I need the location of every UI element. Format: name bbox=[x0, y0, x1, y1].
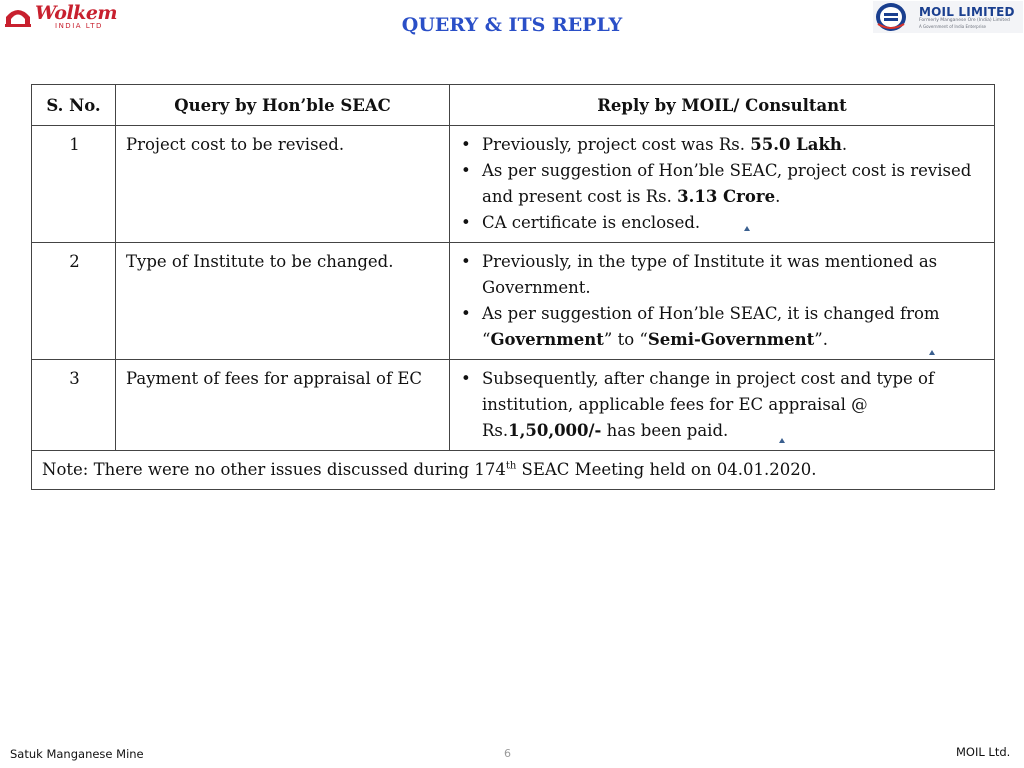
reply-bullet: • CA certificate is enclosed. bbox=[482, 210, 986, 236]
reply-bullet: • Subsequently, after change in project cost and type of institution, applicable fees for EC appraisal @ Rs.1,50,000/- has been paid. bbox=[482, 366, 986, 444]
cell-sno: 3 bbox=[32, 360, 116, 451]
cell-sno: 2 bbox=[32, 243, 116, 360]
moil-name-text: MOIL LIMITED bbox=[919, 5, 1015, 19]
moil-tagline-2: A Government of India Enterprise bbox=[919, 24, 987, 29]
pen-mark-icon bbox=[778, 437, 786, 445]
cell-reply bbox=[450, 126, 995, 243]
moil-emblem-icon bbox=[875, 2, 907, 32]
note-cell: Note: There were no other issues discussed during 174th SEAC Meeting held on 04.01.2020. bbox=[32, 451, 995, 490]
footer-mine-name: Satuk Manganese Mine bbox=[10, 747, 144, 761]
cell-query: Payment of fees for appraisal of EC bbox=[116, 360, 450, 451]
footer-company: MOIL Ltd. bbox=[956, 745, 1011, 759]
reply-bullet: • Previously, in the type of Institute it was mentioned as Government. bbox=[482, 249, 986, 301]
wolkem-sub-text: INDIA LTD bbox=[55, 22, 103, 30]
table-row bbox=[32, 360, 995, 451]
query-reply-table bbox=[31, 84, 995, 490]
header-sno: S. No. bbox=[32, 85, 116, 126]
cell-query: Type of Institute to be changed. bbox=[116, 243, 450, 360]
moil-tagline-1: Formerly Manganese Ore (India) Limited bbox=[919, 18, 1010, 23]
cell-reply bbox=[450, 360, 995, 451]
header-query: Query by Hon’ble SEAC bbox=[116, 85, 450, 126]
cell-reply bbox=[450, 243, 995, 360]
reply-list bbox=[460, 249, 986, 353]
moil-logo bbox=[873, 1, 1023, 33]
header-reply: Reply by MOIL/ Consultant bbox=[450, 85, 995, 126]
reply-list bbox=[460, 366, 986, 444]
wolkem-brand-text: Wolkem bbox=[35, 2, 118, 24]
cell-sno: 1 bbox=[32, 126, 116, 243]
footer-page-number: 6 bbox=[504, 747, 511, 760]
reply-bullet: • As per suggestion of Hon’ble SEAC, it is changed from “Government” to “Semi-Government”. bbox=[482, 301, 986, 353]
table-row bbox=[32, 243, 995, 360]
pen-mark-icon bbox=[743, 225, 751, 233]
reply-list bbox=[460, 132, 986, 236]
table-header-row bbox=[32, 85, 995, 126]
table-row bbox=[32, 126, 995, 243]
reply-bullet: • As per suggestion of Hon’ble SEAC, project cost is revised and present cost is Rs. 3.13 Crore. bbox=[482, 158, 986, 210]
pen-mark-icon bbox=[928, 349, 936, 357]
page-title: QUERY & ITS REPLY bbox=[401, 14, 623, 36]
reply-bullet: • Previously, project cost was Rs. 55.0 Lakh. bbox=[482, 132, 986, 158]
table-note-row bbox=[32, 451, 995, 490]
cell-query: Project cost to be revised. bbox=[116, 126, 450, 243]
